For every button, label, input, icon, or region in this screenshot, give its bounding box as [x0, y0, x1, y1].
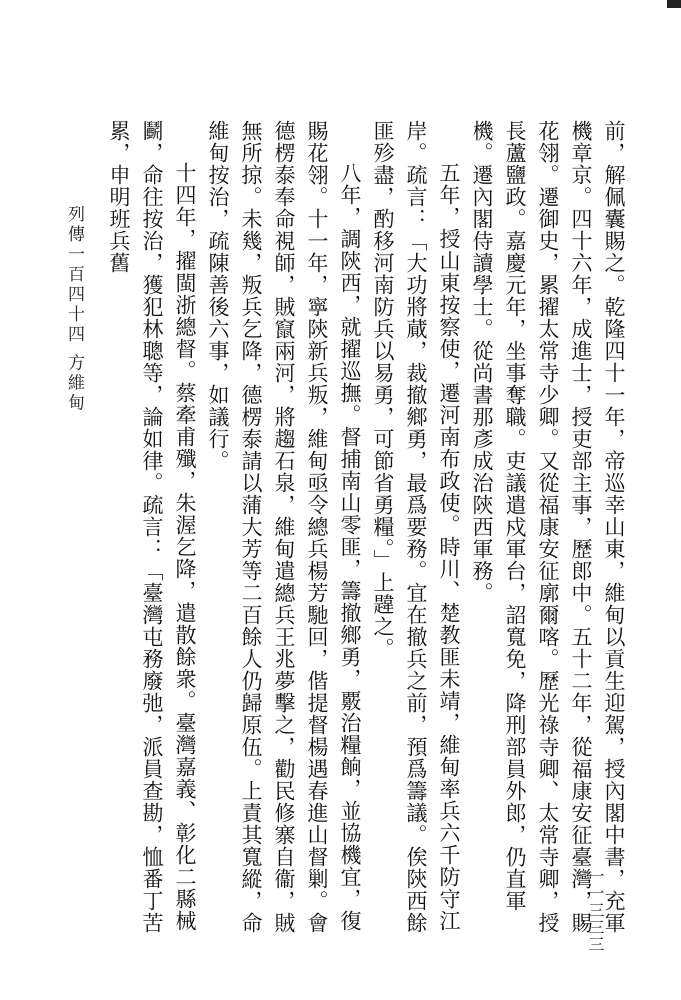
page-number: 一一三三三 [586, 868, 605, 953]
running-head: 列傳一百四十四 方維甸 [64, 205, 84, 414]
paragraph-3: 八年，調陝西，就擢巡撫。督捕南山零匪，籌撤鄉勇，覈治糧餉，並協機宜，復賜花翎。十一年，寧陝新兵叛，維甸亟令總兵楊芳馳回，偕提督楊遇春進山督剿。會德楞泰奉命視師，賊竄兩河，將趨石泉，維甸遣總兵王兆夢擊之，勸民修寨自衞，賊無所掠。未幾，叛兵乞降，德楞泰請以蒲大芳等二百餘人仍歸原伍。上責其寬縱，命維甸按治，疏陳善後六事，如議行。 [206, 120, 362, 934]
paragraph-1: 前，解佩囊賜之。乾隆四十一年，帝巡幸山東，維甸以貢生迎駕，授內閣中書，充軍機章京。四十六年，成進士，授吏部主事，歷郎中。五十二年，從福康安征臺灣，賜花翎。遷御史，累擢太常寺少卿。又從福康安征廓爾喀。歷光祿寺卿、太常寺卿，授長蘆鹽政。嘉慶元年，坐事奪職。吏議遣戍軍台，詔寬免，降刑部員外郎，仍直軍機。遷內閣侍讀學士。從尚書那彥成治陝西軍務。 [470, 120, 626, 934]
paragraph-2: 五年，授山東按察使，遷河南布政使。時川、楚教匪未靖，維甸率兵六千防守江岸。疏言：「大功將蕆，裁撤鄉勇，最爲要務。宜在撤兵之前，預爲籌議。俟陝西餘匪殄盡，酌移河南防兵以易勇，可節省勇糧。」上韙之。 [371, 120, 461, 934]
corner-mark [667, 0, 681, 8]
body-text [107, 120, 630, 950]
paragraph-4: 十四年，擢閩浙總督。蔡牽甫殲，朱渥乞降，遣散餘衆。臺灣嘉義、彰化二縣械鬬，命往按治，獲犯林聰等，論如律。疏言：「臺灣屯務廢弛，派員查勘，恤番丁苦累，申明班兵舊 [107, 120, 197, 934]
